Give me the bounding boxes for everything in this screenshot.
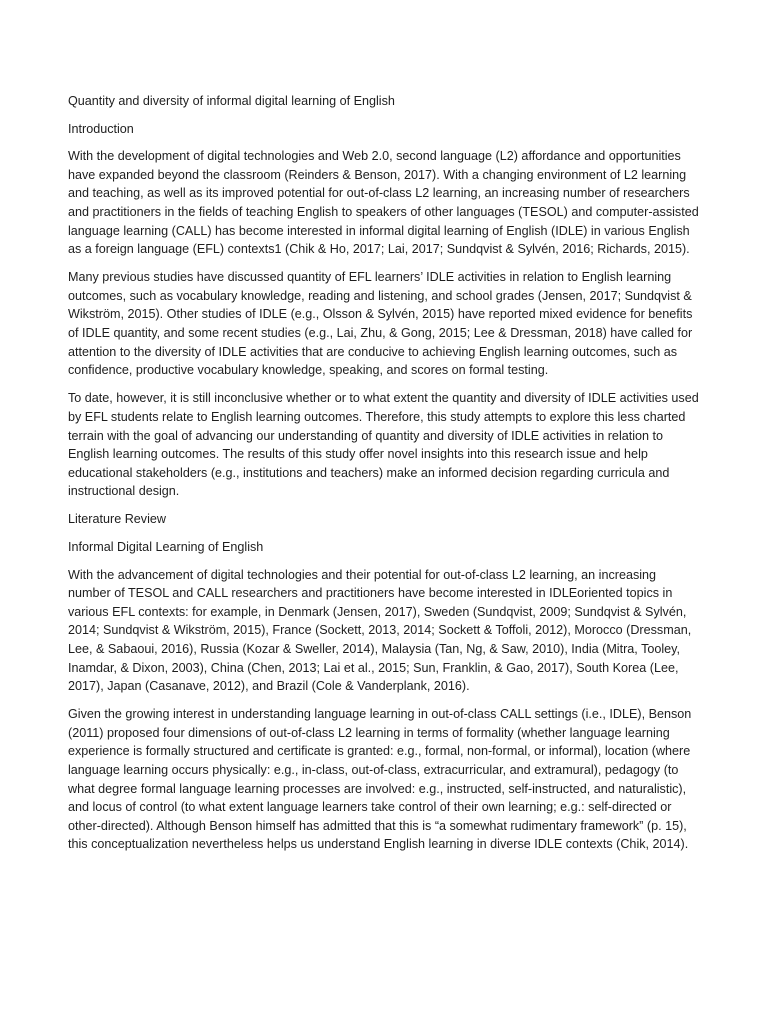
paragraph-literature-2: Given the growing interest in understanding language learning in out-of-class CALL settings (i.e., IDLE), Benson (2011) proposed four dimensions of out-of-class L2 learning in terms of formality (whether language learning experience is formally structured and certificate is granted: e.g., formal, non-formal, or informal), location (where language learning occurs physically: e.g., in-class, out-of-class, extracurricular, and extramural), pedagogy (to what degree formal language learning processes are involved: e.g., instructed, self-instructed, and naturalistic), and locus of control (to what extent language learners take control of their own learning; e.g.: self-directed or other-directed). Although Benson himself has admitted that this is “a somewhat rudimentary framework” (p. 15), this conceptualization nevertheless helps us understand English learning in diverse IDLE contexts (Chik, 2014). bbox=[68, 707, 692, 852]
paragraph-intro-2: Many previous studies have discussed quantity of EFL learners’ IDLE activities in relation to English learning outcomes, such as vocabulary knowledge, reading and listening, and school grades (Jensen, 2017; Sundqvist & Wikström, 2015). Other studies of IDLE (e.g., Olsson & Sylvén, 2015) have reported mixed evidence for benefits of IDLE quantity, and some recent studies (e.g., Lai, Zhu, & Gong, 2015; Lee & Dressman, 2018) have called for attention to the diversity of IDLE activities that are conducive to achieving English learning outcomes, such as confidence, productive vocabulary knowledge, speaking, and scores on formal testing. bbox=[68, 270, 693, 378]
section-heading-introduction: Introduction bbox=[68, 121, 134, 136]
paragraph-literature-1: With the advancement of digital technologies and their potential for out-of-class L2 learning, an increasing number of TESOL and CALL researchers and practitioners have become interested in IDLEoriented topics in various EFL contexts: for example, in Denmark (Jensen, 2017), Sweden (Sundqvist, 2009; Sundqvist & Sylvén, 2014; Sundqvist & Wikström, 2015), France (Sockett, 2013, 2014; Sockett & Toffoli, 2012), Morocco (Dressman, Lee, & Sabaoui, 2016), Russia (Kozar & Sweller, 2014), Malaysia (Tan, Ng, & Saw, 2010), India (Mitra, Tooley, Inamdar, & Dixon, 2003), China (Chen, 2013; Lai et al., 2015; Sun, Franklin, & Gao, 2017), South Korea (Lee, 2017), Japan (Casanave, 2012), and Brazil (Cole & Vanderplank, 2016). bbox=[68, 567, 692, 694]
paragraph-intro-1: With the development of digital technologies and Web 2.0, second language (L2) affordance and opportunities have expanded beyond the classroom (Reinders & Benson, 2017). With a changing environment of L2 learning and teaching, as well as its improved potential for out-of-class L2 learning, an increasing number of researchers and practitioners in the fields of teaching English to speakers of other languages (TESOL) and computer-assisted language learning (CALL) has become interested in informal digital learning of English (IDLE) in various English as a foreign language (EFL) contexts1 (Chik & Ho, 2017; Lai, 2017; Sundqvist & Sylvén, 2016; Richards, 2015). bbox=[68, 149, 699, 257]
section-heading-literature-review: Literature Review bbox=[68, 512, 166, 527]
document-page bbox=[68, 92, 700, 863]
document-title: Quantity and diversity of informal digital learning of English bbox=[68, 94, 395, 108]
paragraph-intro-3: To date, however, it is still inconclusive whether or to what extent the quantity and diversity of IDLE activities used by EFL students relate to English learning outcomes. Therefore, this study attempts to explore this less charted terrain with the goal of advancing our understanding of quantity and diversity of IDLE activities in relation to English learning outcomes. The results of this study offer novel insights into this research issue and help educational stakeholders (e.g., institutions and teachers) make an informed decision regarding curricula and instructional design. bbox=[68, 391, 699, 499]
subsection-heading-idle: Informal Digital Learning of English bbox=[68, 539, 264, 554]
